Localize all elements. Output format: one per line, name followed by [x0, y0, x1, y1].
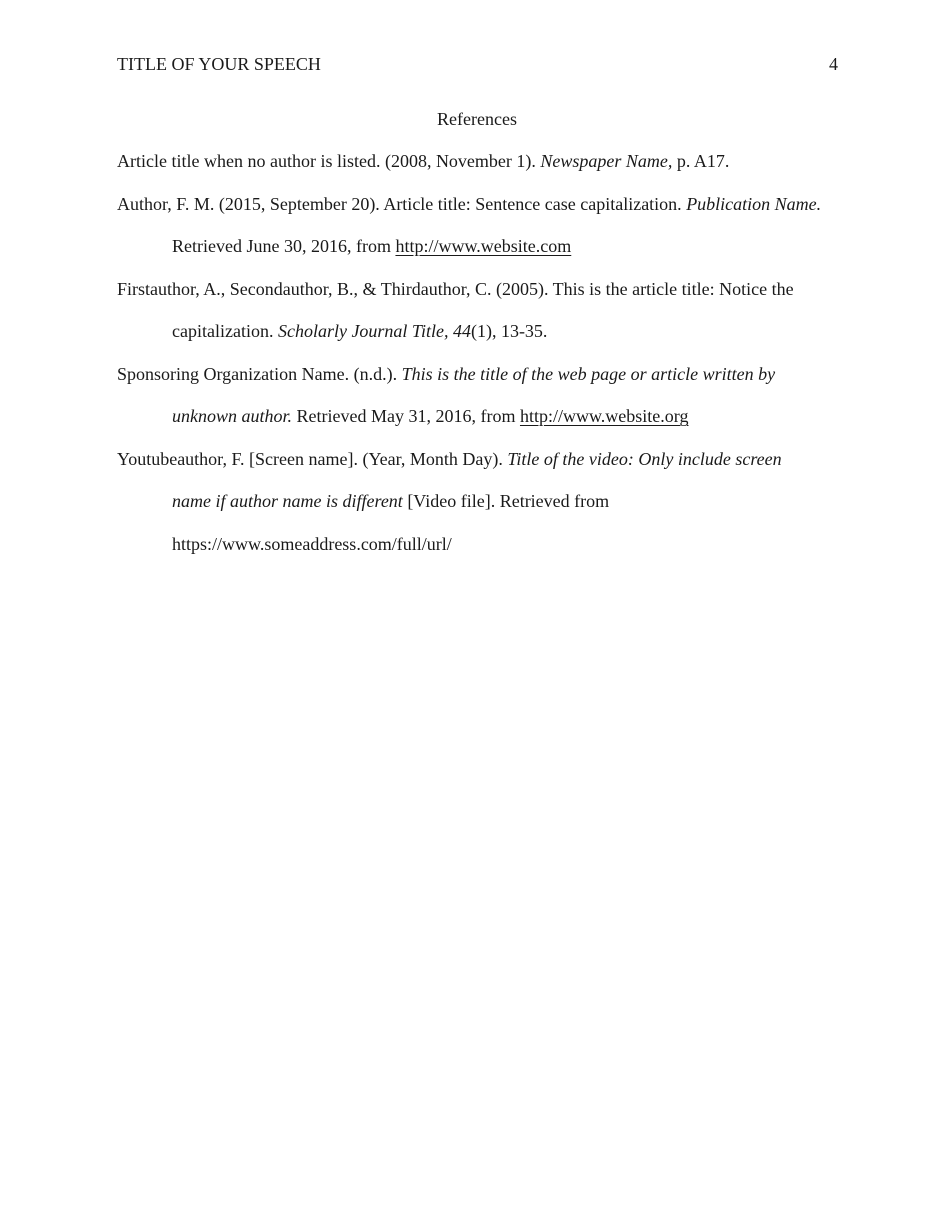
reference-entry	[117, 140, 825, 183]
reference-text: Youtubeauthor, F. [Screen name]. (Year, Month Day).	[117, 448, 508, 469]
reference-source: Scholarly Journal Title, 44	[277, 321, 471, 341]
reference-text: Retrieved May 31, 2016, from	[292, 406, 520, 426]
reference-url-link[interactable]: http://www.website.com	[395, 236, 572, 256]
reference-list	[117, 140, 825, 565]
reference-text: Firstauthor, A., Secondauthor, B., & Thirdauthor, C. (2005). This is the article title: Notice the capitalization.	[117, 278, 794, 341]
reference-url-link[interactable]: http://www.website.org	[519, 406, 689, 426]
reference-entry	[117, 353, 825, 438]
reference-entry	[117, 438, 825, 566]
reference-text: [Video file]. Retrieved from https://www.someaddress.com/full/url/	[172, 491, 610, 554]
reference-text: Article title when no author is listed. (2008, November 1).	[117, 151, 541, 171]
reference-text: Retrieved June 30, 2016, from	[172, 236, 396, 256]
reference-entry	[117, 183, 825, 268]
reference-source: Title of the video: Only include screen name if author name is different	[172, 448, 782, 511]
reference-source: Publication Name.	[686, 193, 822, 214]
references-heading: References	[437, 109, 517, 129]
reference-text: Sponsoring Organization Name. (n.d.).	[117, 363, 402, 384]
reference-source: Newspaper Name,	[540, 151, 673, 171]
page-number: 4	[829, 54, 838, 74]
reference-text: p. A17.	[672, 151, 730, 171]
reference-text: (1), 13-35.	[470, 321, 548, 341]
running-head: TITLE OF YOUR SPEECH	[117, 54, 321, 74]
reference-source: This is the title of the web page or article written by unknown author.	[172, 363, 776, 426]
reference-text: Author, F. M. (2015, September 20). Article title: Sentence case capitalization.	[117, 193, 687, 214]
reference-entry	[117, 268, 825, 353]
page-header	[117, 53, 838, 75]
